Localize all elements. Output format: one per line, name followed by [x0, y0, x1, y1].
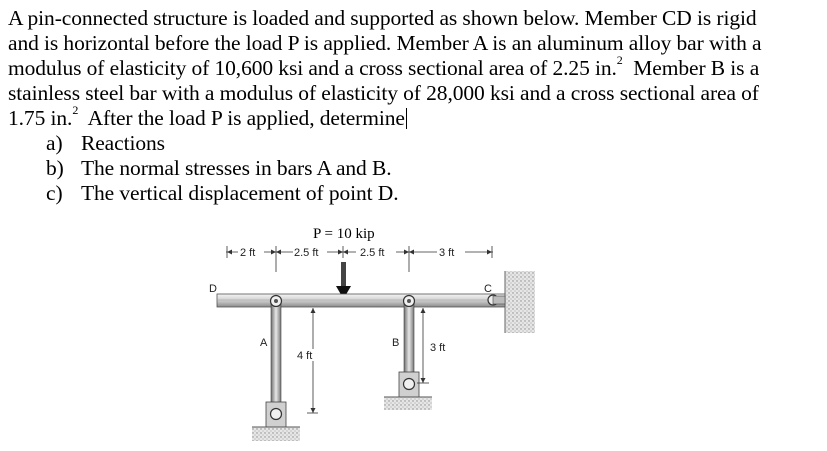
pin-b-top-center — [407, 299, 411, 303]
area-exponent-a: 2 — [616, 53, 623, 67]
dim-label-3: 2.5 ft — [360, 247, 385, 259]
part-c-text: The vertical displacement of point D. — [81, 181, 399, 205]
problem-line-5-tail: After the load P is applied, determine — [87, 106, 405, 130]
bar-b — [404, 303, 414, 382]
beam-cd — [217, 294, 505, 307]
problem-line-3-tail: Member B is a — [633, 56, 760, 80]
part-c-letter: c) — [46, 181, 63, 205]
label-d: D — [209, 283, 217, 295]
label-b: B — [392, 337, 400, 349]
wall-support — [505, 271, 535, 333]
load-label: P = 10 kip — [313, 226, 375, 242]
part-b-letter: b) — [46, 156, 64, 180]
problem-line-5-text: 1.75 in. — [8, 106, 73, 130]
part-a-letter: a) — [46, 131, 63, 155]
dim-label-4: 3 ft — [439, 247, 455, 259]
dim-label-1: 2 ft — [240, 247, 256, 259]
problem-line-4: stainless steel bar with a modulus of elasticity of 28,000 ksi and a cross sectional area of — [8, 81, 759, 105]
bar-a — [271, 303, 281, 413]
part-b-text: The normal stresses in bars A and B. — [81, 156, 392, 180]
pin-a-top-center — [274, 299, 278, 303]
load-arrow — [336, 262, 351, 299]
ground-b — [384, 397, 432, 410]
label-c: C — [484, 283, 492, 295]
pin-a-bottom — [271, 409, 282, 420]
dim-label-2: 2.5 ft — [294, 247, 319, 259]
area-exponent-b: 2 — [72, 103, 79, 117]
bar-a-length: 4 ft — [297, 350, 313, 362]
label-a: A — [260, 337, 268, 349]
ground-a — [252, 427, 300, 441]
bracket-c — [493, 296, 505, 304]
pin-b-bottom — [404, 379, 415, 390]
bar-b-length: 3 ft — [430, 342, 446, 354]
problem-line-1: A pin-connected structure is loaded and supported as shown below. Member CD is rigid — [8, 6, 757, 30]
problem-line-2: and is horizontal before the load P is applied. Member A is an aluminum alloy bar with a — [8, 31, 762, 55]
part-a-text: Reactions — [81, 131, 165, 155]
problem-line-3-text: modulus of elasticity of 10,600 ksi and a cross sectional area of 2.25 in. — [8, 56, 617, 80]
